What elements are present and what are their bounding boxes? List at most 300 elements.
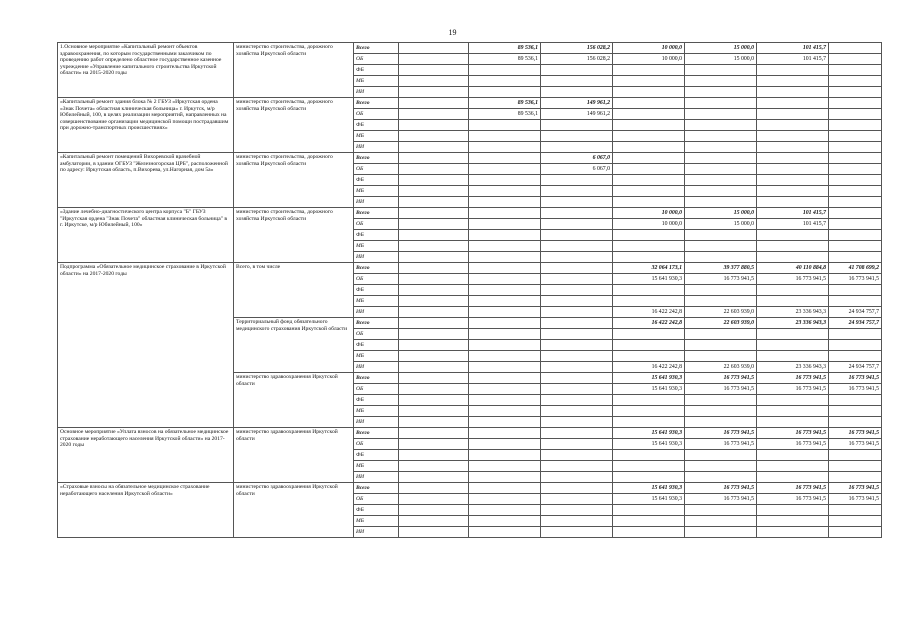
measure-name-cell: «Страховые взносы на обязательное медицинское страхование неработающего населения Иркутской области» xyxy=(58,483,234,538)
value-cell xyxy=(469,450,541,461)
value-cell xyxy=(829,230,882,241)
value-cell xyxy=(469,351,541,362)
value-cell xyxy=(469,131,541,142)
value-cell xyxy=(757,461,829,472)
value-cell xyxy=(613,120,685,131)
value-cell: 101 415,7 xyxy=(757,43,829,54)
executor-cell: министерство строительства, дорожного хозяйства Иркутской области xyxy=(234,98,354,153)
value-cell xyxy=(613,197,685,208)
value-cell: 15 641 930,3 xyxy=(613,494,685,505)
value-cell: 16 773 941,5 xyxy=(757,428,829,439)
value-cell xyxy=(829,120,882,131)
value-cell xyxy=(399,417,469,428)
value-cell xyxy=(829,329,882,340)
executor-cell: Территориальный фонд обязательного медицинского страхования Иркутской области xyxy=(234,318,354,373)
value-cell: 16 422 242,8 xyxy=(613,362,685,373)
value-cell: 156 028,2 xyxy=(541,43,613,54)
value-cell xyxy=(829,472,882,483)
value-cell: 15 641 930,3 xyxy=(613,428,685,439)
value-cell: 16 773 941,5 xyxy=(757,439,829,450)
funding-source-cell: Всего xyxy=(354,153,399,164)
value-cell xyxy=(829,76,882,87)
value-cell xyxy=(399,98,469,109)
funding-source-cell: МБ xyxy=(354,351,399,362)
value-cell xyxy=(829,175,882,186)
value-cell xyxy=(541,175,613,186)
value-cell xyxy=(829,142,882,153)
value-cell xyxy=(685,516,757,527)
value-cell xyxy=(399,494,469,505)
value-cell: 22 603 939,0 xyxy=(685,307,757,318)
value-cell xyxy=(613,186,685,197)
value-cell xyxy=(399,142,469,153)
value-cell xyxy=(685,175,757,186)
value-cell xyxy=(541,142,613,153)
value-cell xyxy=(685,186,757,197)
value-cell xyxy=(757,65,829,76)
value-cell: 101 415,7 xyxy=(757,208,829,219)
value-cell xyxy=(399,362,469,373)
table-body xyxy=(58,43,882,538)
funding-source-cell: МБ xyxy=(354,186,399,197)
value-cell xyxy=(757,450,829,461)
funding-source-cell: ОБ xyxy=(354,329,399,340)
table-row xyxy=(58,263,882,274)
value-cell xyxy=(757,351,829,362)
value-cell xyxy=(541,65,613,76)
value-cell xyxy=(469,472,541,483)
executor-cell: Всего, в том числе xyxy=(234,263,354,318)
value-cell xyxy=(613,109,685,120)
value-cell xyxy=(469,263,541,274)
value-cell xyxy=(541,120,613,131)
value-cell xyxy=(541,241,613,252)
value-cell xyxy=(685,351,757,362)
value-cell xyxy=(399,428,469,439)
value-cell xyxy=(757,527,829,538)
value-cell xyxy=(469,483,541,494)
value-cell xyxy=(685,164,757,175)
value-cell: 15 641 930,3 xyxy=(613,384,685,395)
value-cell xyxy=(541,76,613,87)
value-cell: 16 773 941,5 xyxy=(685,428,757,439)
funding-source-cell: ФБ xyxy=(354,120,399,131)
value-cell xyxy=(399,219,469,230)
measure-name-cell: «Капитальный ремонт здания блока № 2 ГБУЗ «Иркутская ордена «Знак Почета» областная клиническая больница» г. Иркутск, м/р Юбилейный, 100, в целях реализации мероприятий, направленных на совершенствование организации медицинской помощи пострадавшим при дорожно-транспортных происшествиях» xyxy=(58,98,234,153)
value-cell xyxy=(613,87,685,98)
funding-source-cell: ОБ xyxy=(354,494,399,505)
value-cell xyxy=(829,252,882,263)
value-cell: 23 336 943,3 xyxy=(757,318,829,329)
value-cell xyxy=(469,219,541,230)
value-cell xyxy=(541,439,613,450)
funding-source-cell: Всего xyxy=(354,43,399,54)
value-cell xyxy=(541,406,613,417)
funding-source-cell: ОБ xyxy=(354,54,399,65)
value-cell xyxy=(685,120,757,131)
value-cell xyxy=(541,351,613,362)
value-cell xyxy=(541,428,613,439)
value-cell: 89 536,1 xyxy=(469,98,541,109)
value-cell xyxy=(469,230,541,241)
value-cell xyxy=(829,43,882,54)
funding-source-cell: Всего xyxy=(354,483,399,494)
value-cell xyxy=(399,186,469,197)
value-cell xyxy=(613,395,685,406)
measure-name-cell: «Капитальный ремонт помещений Вихоревской врачебной амбулатории, в здании ОГБУЗ "Железногорская ЦРБ", расположенной по адресу: Иркутская область, п.Вихорева, ул.Нагорная, дом 5а» xyxy=(58,153,234,208)
value-cell: 101 415,7 xyxy=(757,219,829,230)
funding-source-cell: ФБ xyxy=(354,230,399,241)
value-cell xyxy=(685,472,757,483)
value-cell xyxy=(399,472,469,483)
value-cell xyxy=(685,296,757,307)
funding-source-cell: Всего xyxy=(354,208,399,219)
value-cell xyxy=(829,65,882,76)
value-cell xyxy=(685,197,757,208)
value-cell: 16 773 941,5 xyxy=(829,274,882,285)
value-cell xyxy=(757,142,829,153)
value-cell xyxy=(685,76,757,87)
value-cell xyxy=(829,186,882,197)
value-cell xyxy=(613,252,685,263)
value-cell: 24 934 757,7 xyxy=(829,307,882,318)
funding-source-cell: Всего xyxy=(354,98,399,109)
value-cell: 15 641 930,3 xyxy=(613,483,685,494)
value-cell xyxy=(757,395,829,406)
value-cell xyxy=(469,186,541,197)
funding-source-cell: ОБ xyxy=(354,384,399,395)
value-cell xyxy=(613,461,685,472)
value-cell xyxy=(541,296,613,307)
value-cell xyxy=(541,252,613,263)
funding-source-cell: ФБ xyxy=(354,65,399,76)
value-cell xyxy=(685,153,757,164)
value-cell xyxy=(757,406,829,417)
value-cell xyxy=(613,153,685,164)
value-cell xyxy=(829,340,882,351)
value-cell xyxy=(829,505,882,516)
funding-source-cell: МБ xyxy=(354,296,399,307)
value-cell xyxy=(685,395,757,406)
funding-source-cell: ОБ xyxy=(354,274,399,285)
value-cell: 16 773 941,5 xyxy=(685,373,757,384)
value-cell: 16 422 242,8 xyxy=(613,318,685,329)
value-cell xyxy=(469,318,541,329)
value-cell xyxy=(685,285,757,296)
funding-source-cell: МБ xyxy=(354,406,399,417)
value-cell xyxy=(541,329,613,340)
value-cell xyxy=(613,175,685,186)
value-cell xyxy=(469,87,541,98)
value-cell xyxy=(829,351,882,362)
value-cell xyxy=(541,373,613,384)
value-cell xyxy=(541,208,613,219)
value-cell: 15 000,0 xyxy=(685,208,757,219)
value-cell xyxy=(685,329,757,340)
value-cell: 16 773 941,5 xyxy=(757,373,829,384)
value-cell xyxy=(469,417,541,428)
value-cell: 89 536,1 xyxy=(469,43,541,54)
value-cell xyxy=(399,483,469,494)
value-cell: 6 067,0 xyxy=(541,153,613,164)
value-cell xyxy=(469,197,541,208)
value-cell: 16 773 941,5 xyxy=(757,494,829,505)
value-cell: 16 773 941,5 xyxy=(829,439,882,450)
funding-source-cell: МБ xyxy=(354,131,399,142)
value-cell: 16 773 941,5 xyxy=(829,428,882,439)
value-cell: 10 000,0 xyxy=(613,219,685,230)
value-cell xyxy=(685,340,757,351)
value-cell xyxy=(469,340,541,351)
value-cell xyxy=(399,153,469,164)
table-row xyxy=(58,98,882,109)
executor-cell: министерство здравоохранения Иркутской области xyxy=(234,373,354,428)
value-cell xyxy=(685,230,757,241)
value-cell xyxy=(829,87,882,98)
value-cell xyxy=(541,362,613,373)
value-cell xyxy=(399,263,469,274)
value-cell xyxy=(541,494,613,505)
value-cell: 16 773 941,5 xyxy=(829,373,882,384)
value-cell: 156 028,2 xyxy=(541,54,613,65)
value-cell xyxy=(613,241,685,252)
funding-source-cell: ИИ xyxy=(354,527,399,538)
value-cell xyxy=(757,120,829,131)
value-cell xyxy=(829,516,882,527)
funding-source-cell: ФБ xyxy=(354,505,399,516)
value-cell xyxy=(829,197,882,208)
value-cell xyxy=(757,241,829,252)
value-cell xyxy=(469,373,541,384)
funding-source-cell: Всего xyxy=(354,428,399,439)
value-cell xyxy=(685,252,757,263)
value-cell xyxy=(469,142,541,153)
value-cell: 22 603 939,0 xyxy=(685,362,757,373)
value-cell xyxy=(469,274,541,285)
executor-cell: министерство строительства, дорожного хозяйства Иркутской области xyxy=(234,208,354,263)
funding-source-cell: ИИ xyxy=(354,252,399,263)
value-cell: 16 773 941,5 xyxy=(757,274,829,285)
measure-name-cell: 1.Основное мероприятие «Капитальный ремонт объектов здравоохранения, по которым государственными заказчиком по проведению работ определено областное государственное казенное учреждение «Управление капитального строительства Иркутской области» на 2015-2020 годы xyxy=(58,43,234,98)
value-cell: 15 641 930,3 xyxy=(613,439,685,450)
value-cell xyxy=(685,417,757,428)
value-cell: 15 000,0 xyxy=(685,43,757,54)
value-cell: 16 773 941,5 xyxy=(685,483,757,494)
value-cell xyxy=(541,131,613,142)
value-cell xyxy=(469,76,541,87)
value-cell: 89 536,1 xyxy=(469,54,541,65)
value-cell xyxy=(613,527,685,538)
value-cell xyxy=(399,450,469,461)
value-cell: 16 422 242,8 xyxy=(613,307,685,318)
funding-source-cell: ФБ xyxy=(354,340,399,351)
value-cell xyxy=(469,428,541,439)
value-cell xyxy=(829,131,882,142)
value-cell xyxy=(469,208,541,219)
value-cell xyxy=(613,285,685,296)
value-cell xyxy=(469,120,541,131)
value-cell xyxy=(613,98,685,109)
value-cell: 10 000,0 xyxy=(613,54,685,65)
value-cell xyxy=(399,351,469,362)
value-cell xyxy=(399,406,469,417)
value-cell xyxy=(829,164,882,175)
value-cell: 16 773 941,5 xyxy=(685,494,757,505)
value-cell xyxy=(685,65,757,76)
value-cell xyxy=(757,153,829,164)
value-cell xyxy=(399,340,469,351)
value-cell xyxy=(829,461,882,472)
value-cell xyxy=(829,153,882,164)
value-cell xyxy=(613,296,685,307)
value-cell xyxy=(685,241,757,252)
value-cell xyxy=(613,450,685,461)
value-cell xyxy=(829,527,882,538)
value-cell xyxy=(613,230,685,241)
measure-name-cell: «Здание лечебно-диагностического центра корпуса "Б" ГБУЗ "Иркутская ордена "Знак Почета" областная клиническая больница" в г. Иркутске, м/р Юбилейный, 100» xyxy=(58,208,234,263)
value-cell xyxy=(469,384,541,395)
value-cell xyxy=(541,461,613,472)
value-cell xyxy=(399,318,469,329)
value-cell: 32 064 173,1 xyxy=(613,263,685,274)
value-cell xyxy=(469,505,541,516)
value-cell xyxy=(757,252,829,263)
value-cell xyxy=(829,285,882,296)
value-cell xyxy=(829,208,882,219)
value-cell xyxy=(541,274,613,285)
funding-source-cell: ИИ xyxy=(354,362,399,373)
value-cell xyxy=(541,307,613,318)
value-cell xyxy=(541,395,613,406)
executor-cell: министерство строительства, дорожного хозяйства Иркутской области xyxy=(234,43,354,98)
funding-source-cell: ФБ xyxy=(354,175,399,186)
value-cell: 16 773 941,5 xyxy=(757,384,829,395)
value-cell xyxy=(399,516,469,527)
value-cell: 6 067,0 xyxy=(541,164,613,175)
value-cell xyxy=(469,296,541,307)
value-cell xyxy=(685,461,757,472)
funding-source-cell: ОБ xyxy=(354,219,399,230)
value-cell xyxy=(757,285,829,296)
value-cell xyxy=(469,164,541,175)
value-cell xyxy=(541,219,613,230)
value-cell xyxy=(757,76,829,87)
value-cell xyxy=(685,450,757,461)
value-cell xyxy=(613,142,685,153)
funding-source-cell: Всего xyxy=(354,263,399,274)
value-cell xyxy=(399,54,469,65)
funding-source-cell: ИИ xyxy=(354,417,399,428)
value-cell xyxy=(757,87,829,98)
value-cell xyxy=(829,395,882,406)
value-cell xyxy=(469,395,541,406)
value-cell: 15 641 930,3 xyxy=(613,373,685,384)
value-cell xyxy=(469,65,541,76)
value-cell xyxy=(469,252,541,263)
value-cell xyxy=(399,527,469,538)
value-cell xyxy=(399,461,469,472)
value-cell xyxy=(541,285,613,296)
value-cell: 10 000,0 xyxy=(613,208,685,219)
value-cell xyxy=(757,505,829,516)
funding-source-cell: ФБ xyxy=(354,285,399,296)
value-cell xyxy=(685,527,757,538)
value-cell xyxy=(399,241,469,252)
value-cell xyxy=(685,131,757,142)
value-cell: 10 000,0 xyxy=(613,43,685,54)
value-cell xyxy=(399,307,469,318)
value-cell xyxy=(469,285,541,296)
funding-source-cell: МБ xyxy=(354,461,399,472)
value-cell xyxy=(757,98,829,109)
measure-name-cell: Основное мероприятие «Уплата взносов на обязательное медицинское страхование неработающего населения Иркутской области» на 2017-2020 годы xyxy=(58,428,234,483)
value-cell xyxy=(757,329,829,340)
funding-source-cell: МБ xyxy=(354,76,399,87)
value-cell xyxy=(613,406,685,417)
value-cell xyxy=(399,120,469,131)
executor-cell: министерство здравоохранения Иркутской области xyxy=(234,428,354,483)
value-cell: 15 000,0 xyxy=(685,219,757,230)
value-cell xyxy=(541,197,613,208)
value-cell xyxy=(541,505,613,516)
value-cell xyxy=(541,483,613,494)
table-row xyxy=(58,208,882,219)
value-cell: 101 415,7 xyxy=(757,54,829,65)
value-cell xyxy=(399,197,469,208)
value-cell xyxy=(469,494,541,505)
value-cell xyxy=(613,164,685,175)
value-cell xyxy=(399,329,469,340)
funding-source-cell: Всего xyxy=(354,318,399,329)
value-cell xyxy=(757,175,829,186)
value-cell xyxy=(541,340,613,351)
value-cell xyxy=(541,450,613,461)
value-cell xyxy=(399,384,469,395)
value-cell xyxy=(469,527,541,538)
value-cell xyxy=(469,241,541,252)
page-number: 19 xyxy=(448,28,457,37)
value-cell xyxy=(399,439,469,450)
value-cell xyxy=(613,131,685,142)
funding-source-cell: ИИ xyxy=(354,307,399,318)
table-row xyxy=(58,153,882,164)
value-cell xyxy=(613,329,685,340)
value-cell xyxy=(399,296,469,307)
value-cell xyxy=(829,296,882,307)
value-cell xyxy=(685,406,757,417)
value-cell: 16 773 941,5 xyxy=(829,494,882,505)
value-cell: 24 934 757,7 xyxy=(829,362,882,373)
executor-cell: министерство строительства, дорожного хозяйства Иркутской области xyxy=(234,153,354,208)
value-cell xyxy=(469,329,541,340)
funding-source-cell: ИИ xyxy=(354,197,399,208)
value-cell xyxy=(829,109,882,120)
value-cell xyxy=(613,351,685,362)
value-cell xyxy=(829,406,882,417)
value-cell xyxy=(757,472,829,483)
value-cell xyxy=(399,230,469,241)
value-cell xyxy=(399,164,469,175)
value-cell xyxy=(399,109,469,120)
funding-source-cell: ФБ xyxy=(354,395,399,406)
value-cell: 16 773 941,5 xyxy=(829,483,882,494)
value-cell xyxy=(469,307,541,318)
value-cell xyxy=(685,505,757,516)
funding-source-cell: ОБ xyxy=(354,164,399,175)
value-cell xyxy=(757,340,829,351)
value-cell xyxy=(469,516,541,527)
value-cell xyxy=(399,395,469,406)
